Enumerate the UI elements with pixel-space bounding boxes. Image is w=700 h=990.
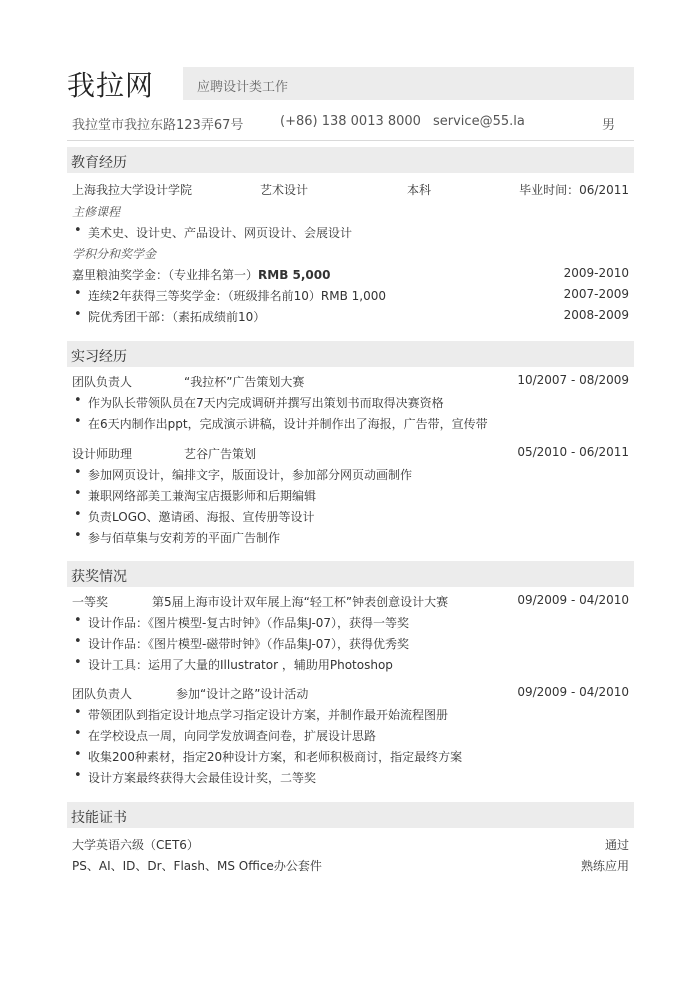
list-item: • 参加网页设计，编排文字，版面设计，参加部分网页动画制作 <box>74 466 629 487</box>
section-internship-title: 实习经历 <box>67 341 634 367</box>
list-item: • 设计工具：运用了大量的Illustrator ，辅助用Photoshop <box>74 656 629 677</box>
award-date: 09/2009 - 04/2010 <box>517 685 629 699</box>
skill-row <box>72 836 629 856</box>
award-items <box>74 706 629 790</box>
scholarship-title: 嘉里粮油奖学金：（专业排名第一） <box>72 268 259 282</box>
header-divider <box>67 140 634 141</box>
job-project: 艺谷广告策划 <box>184 447 257 461</box>
award-role: 一等奖 <box>72 595 109 609</box>
section-skills-title: 技能证书 <box>67 802 634 828</box>
email: service@55.la <box>433 114 525 129</box>
graduation-date: 毕业时间：06/2011 <box>519 183 629 197</box>
list-item: • 参与佰草集与安莉芳的平面广告制作 <box>74 529 629 550</box>
phone: (+86) 138 0013 8000 <box>280 114 421 129</box>
award-role: 团队负责人 <box>72 687 133 701</box>
award-project: 第5届上海市设计双年展上海“轻工杯”钟表创意设计大赛 <box>152 595 449 609</box>
awards-subtitle: 学积分和奖学金 <box>72 247 157 261</box>
degree: 本科 <box>407 183 432 197</box>
list-item: • 在学校设点一周，向同学发放调查问卷，扩展设计思路 <box>74 727 629 748</box>
section-education-title: 教育经历 <box>67 147 634 173</box>
job-row <box>72 445 629 465</box>
award-row <box>72 685 629 705</box>
job-project: “我拉杯”广告策划大赛 <box>184 375 305 389</box>
job-target: 应聘设计类工作 <box>183 67 634 100</box>
list-item: • 连续2年获得三等奖学金：（班级排名前10）RMB 1,000 2007-2009 <box>74 287 629 308</box>
award-project: 参加“设计之路”设计活动 <box>176 687 309 701</box>
list-item: • 兼职网络部美工兼淘宝店摄影师和后期编辑 <box>74 487 629 508</box>
list-item: • 在6天内制作出ppt，完成演示讲稿，设计并制作出了海报，广告带，宣传带 <box>74 415 629 436</box>
job-items <box>74 466 629 550</box>
award-items <box>74 614 629 677</box>
school: 上海我拉大学设计学院 <box>72 183 193 197</box>
list-item: • 设计作品：《图片模型-复古时钟》（作品集J-07），获得一等奖 <box>74 614 629 635</box>
list-item: • 设计作品：《图片模型-磁带时钟》（作品集J-07），获得优秀奖 <box>74 635 629 656</box>
scholarship-date: 2009-2010 <box>563 266 629 280</box>
resume-name: 我拉网 <box>67 69 155 102</box>
skill-level: 熟练应用 <box>580 859 629 873</box>
list-item: • 设计方案最终获得大会最佳设计奖，二等奖 <box>74 769 629 790</box>
job-row <box>72 373 629 393</box>
list-item: • 负责LOGO、邀请函、海报、宣传册等设计 <box>74 508 629 529</box>
skill-name: 大学英语六级（CET6） <box>72 838 199 852</box>
job-role: 团队负责人 <box>72 375 133 389</box>
scholarship-row <box>72 266 629 286</box>
education-row <box>72 181 629 201</box>
courses-list <box>74 224 629 245</box>
award-row <box>72 593 629 613</box>
scholarship-list <box>74 287 629 329</box>
list-item: • 作为队长带领队员在7天内完成调研并撰写出策划书而取得决赛资格 <box>74 394 629 415</box>
scholarship-amount: RMB 5,000 <box>258 268 331 282</box>
list-item: • 院优秀团干部：（素拓成绩前10） 2008-2009 <box>74 308 629 329</box>
job-role: 设计师助理 <box>72 447 133 461</box>
address: 我拉堂市我拉东路123弄67号 <box>72 118 244 133</box>
skill-row <box>72 857 629 877</box>
list-item: • 美术史、设计史、产品设计、网页设计、会展设计 <box>74 224 629 245</box>
major: 艺术设计 <box>260 183 309 197</box>
job-date: 05/2010 - 06/2011 <box>517 445 629 459</box>
courses-subtitle: 主修课程 <box>72 205 121 219</box>
award-date: 09/2009 - 04/2010 <box>517 593 629 607</box>
skill-level: 通过 <box>604 838 629 852</box>
job-items <box>74 394 629 436</box>
skill-name: PS、AI、ID、Dr、Flash、MS Office办公套件 <box>72 859 322 873</box>
section-awards-title: 获奖情况 <box>67 561 634 587</box>
gender: 男 <box>602 118 616 133</box>
job-date: 10/2007 - 08/2009 <box>517 373 629 387</box>
list-item: • 收集200种素材，指定20种设计方案，和老师积极商讨，指定最终方案 <box>74 748 629 769</box>
list-item: • 带领团队到指定设计地点学习指定设计方案，并制作最开始流程图册 <box>74 706 629 727</box>
